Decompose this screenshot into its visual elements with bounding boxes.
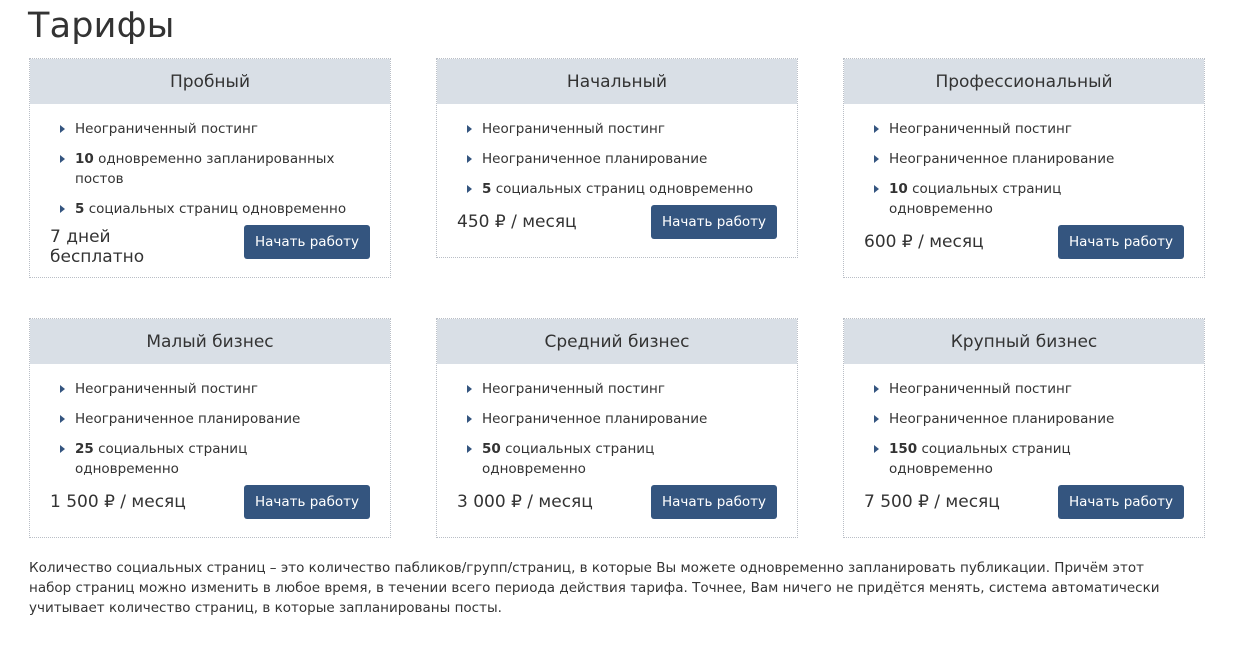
plan-price: 3 000 ₽ / месяц bbox=[457, 492, 593, 512]
bullet-arrow-icon bbox=[467, 155, 472, 163]
start-button[interactable]: Начать работу bbox=[1058, 225, 1184, 259]
start-button[interactable]: Начать работу bbox=[1058, 485, 1184, 519]
plan-price bbox=[50, 227, 144, 267]
feature-count: 5 bbox=[482, 181, 492, 197]
bullet-arrow-icon bbox=[60, 155, 65, 163]
plan-name: Крупный бизнес bbox=[844, 319, 1204, 364]
plan-name: Профессиональный bbox=[844, 59, 1204, 104]
feature-item bbox=[467, 119, 762, 139]
feature-item bbox=[60, 149, 355, 189]
feature-text: Неограниченное планирование bbox=[889, 151, 1115, 167]
feature-text: социальных страниц одновременно bbox=[889, 441, 1071, 477]
feature-list bbox=[844, 104, 1204, 219]
feature-text: одновременно запланированных постов bbox=[75, 151, 335, 187]
card-footer bbox=[30, 485, 390, 537]
plan-card-large-business bbox=[843, 318, 1205, 538]
feature-text: Неограниченный постинг bbox=[889, 121, 1072, 137]
page-title: Тарифы bbox=[28, 6, 175, 46]
feature-count: 50 bbox=[482, 441, 501, 457]
feature-list bbox=[437, 364, 797, 479]
bullet-arrow-icon bbox=[60, 415, 65, 423]
feature-item bbox=[467, 409, 762, 429]
feature-count: 150 bbox=[889, 441, 918, 457]
feature-item bbox=[60, 199, 355, 219]
bullet-arrow-icon bbox=[874, 445, 879, 453]
plan-card-small-business bbox=[29, 318, 391, 538]
bullet-arrow-icon bbox=[60, 445, 65, 453]
feature-item bbox=[60, 409, 355, 429]
feature-list bbox=[844, 364, 1204, 479]
feature-item bbox=[467, 379, 762, 399]
feature-text: Неограниченное планирование bbox=[482, 411, 708, 427]
start-button[interactable]: Начать работу bbox=[244, 485, 370, 519]
bullet-arrow-icon bbox=[467, 445, 472, 453]
feature-text: Неограниченное планирование bbox=[482, 151, 708, 167]
feature-count: 10 bbox=[889, 181, 908, 197]
bullet-arrow-icon bbox=[467, 125, 472, 133]
price-line: бесплатно bbox=[50, 247, 145, 267]
feature-text: Неограниченный постинг bbox=[889, 381, 1072, 397]
feature-item bbox=[467, 179, 762, 199]
feature-text: социальных страниц одновременно bbox=[491, 181, 754, 197]
price-line: 7 дней bbox=[50, 227, 111, 247]
feature-text: Неограниченный постинг bbox=[482, 381, 665, 397]
start-button[interactable]: Начать работу bbox=[651, 205, 777, 239]
feature-text: социальных страниц одновременно bbox=[482, 441, 655, 477]
pricing-note: Количество социальных страниц – это количество пабликов/групп/страниц, в которые Вы можете одновременно запланировать публикации. Причём этот набор страниц можно изменить в любое время, в течении всего периода действия тарифа. Точнее, Вам ничего не придётся менять, система автоматически учитывает количество страниц, в которые запланированы посты. bbox=[29, 560, 1160, 616]
bullet-arrow-icon bbox=[874, 385, 879, 393]
card-footer bbox=[844, 225, 1204, 277]
feature-item bbox=[874, 409, 1169, 429]
plan-card-medium-business bbox=[436, 318, 798, 538]
feature-item bbox=[874, 179, 1169, 219]
feature-text: Неограниченное планирование bbox=[75, 411, 301, 427]
plan-price: 1 500 ₽ / месяц bbox=[50, 492, 186, 512]
feature-text: социальных страниц одновременно bbox=[75, 441, 248, 477]
feature-text: социальных страниц одновременно bbox=[84, 201, 347, 217]
bullet-arrow-icon bbox=[467, 185, 472, 193]
bullet-arrow-icon bbox=[874, 125, 879, 133]
feature-item bbox=[60, 379, 355, 399]
feature-text: Неограниченный постинг bbox=[75, 381, 258, 397]
feature-item bbox=[467, 439, 762, 479]
feature-text: социальных страниц одновременно bbox=[889, 181, 1062, 217]
feature-text: Неограниченный постинг bbox=[75, 121, 258, 137]
feature-text: Неограниченное планирование bbox=[889, 411, 1115, 427]
feature-item bbox=[60, 119, 355, 139]
plan-name: Начальный bbox=[437, 59, 797, 104]
feature-count: 25 bbox=[75, 441, 94, 457]
plan-price: 7 500 ₽ / месяц bbox=[864, 492, 1000, 512]
bullet-arrow-icon bbox=[60, 385, 65, 393]
feature-count: 5 bbox=[75, 201, 85, 217]
bullet-arrow-icon bbox=[874, 155, 879, 163]
card-footer bbox=[437, 205, 797, 257]
plan-name: Пробный bbox=[30, 59, 390, 104]
feature-item bbox=[874, 119, 1169, 139]
feature-list bbox=[437, 104, 797, 199]
feature-list bbox=[30, 364, 390, 479]
plan-name: Малый бизнес bbox=[30, 319, 390, 364]
bullet-arrow-icon bbox=[467, 385, 472, 393]
feature-count: 10 bbox=[75, 151, 94, 167]
bullet-arrow-icon bbox=[467, 415, 472, 423]
feature-item bbox=[874, 149, 1169, 169]
start-button[interactable]: Начать работу bbox=[651, 485, 777, 519]
bullet-arrow-icon bbox=[874, 185, 879, 193]
feature-item bbox=[467, 149, 762, 169]
card-footer bbox=[844, 485, 1204, 537]
plan-card-professional bbox=[843, 58, 1205, 278]
plan-price: 450 ₽ / месяц bbox=[457, 212, 577, 232]
feature-text: Неограниченный постинг bbox=[482, 121, 665, 137]
plan-name: Средний бизнес bbox=[437, 319, 797, 364]
start-button[interactable]: Начать работу bbox=[244, 225, 370, 259]
plan-card-basic bbox=[436, 58, 798, 258]
plan-card-trial bbox=[29, 58, 391, 278]
feature-item bbox=[874, 439, 1169, 479]
bullet-arrow-icon bbox=[60, 205, 65, 213]
card-footer bbox=[437, 485, 797, 537]
bullet-arrow-icon bbox=[60, 125, 65, 133]
feature-item bbox=[874, 379, 1169, 399]
feature-item bbox=[60, 439, 355, 479]
feature-list bbox=[30, 104, 390, 219]
bullet-arrow-icon bbox=[874, 415, 879, 423]
card-footer bbox=[30, 225, 390, 277]
plan-price: 600 ₽ / месяц bbox=[864, 232, 984, 252]
